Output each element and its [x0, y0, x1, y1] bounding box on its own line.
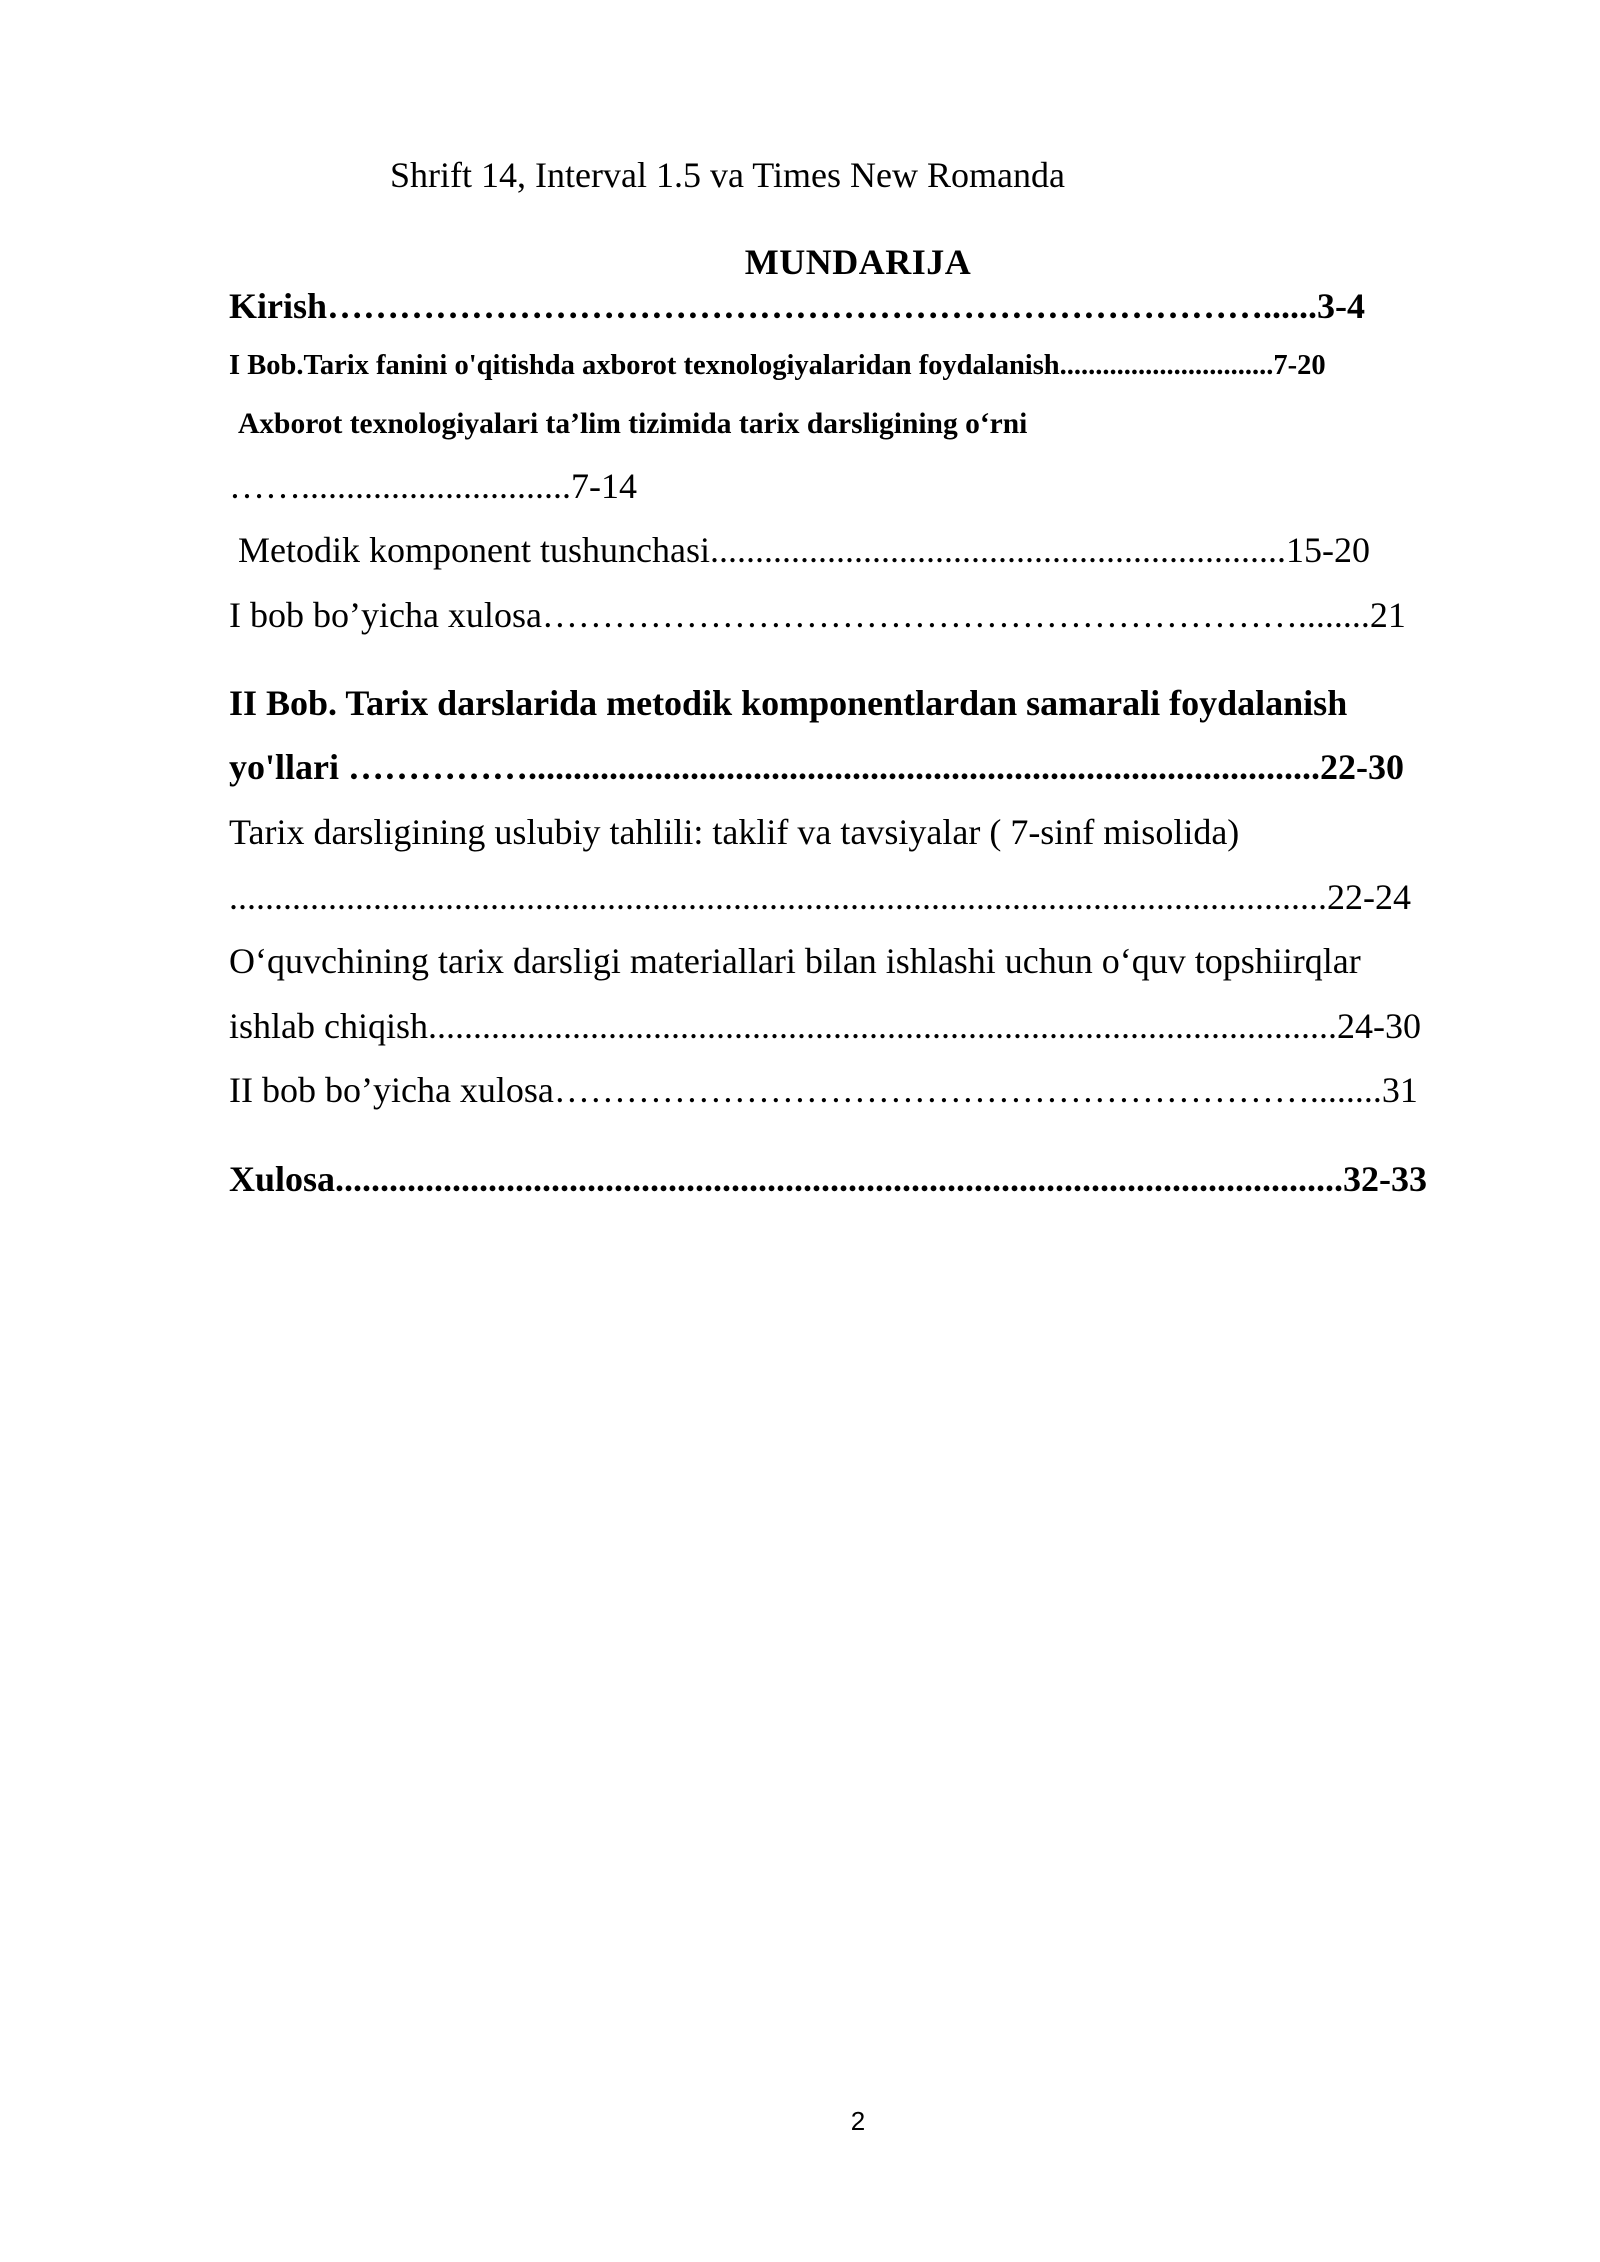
toc-entry-chapter-2-conclusion: II bob bo’yicha xulosa………………………………………………………........31 — [229, 1070, 1418, 1110]
page-title: MUNDARIJA — [744, 242, 972, 282]
toc-entry-section-1-1: Axborot texnologiyalari ta’lim tizimida tarix darsligining o‘rni — [238, 408, 1028, 440]
toc-entry-section-2-1: Tarix darsligining uslubiy tahlili: taklif va tavsiyalar ( 7-sinf misolida) — [229, 812, 1240, 852]
toc-entry-section-2-2: O‘quvchining tarix darsligi materiallari bilan ishlashi uchun o‘quv topshiirqlar — [229, 941, 1361, 981]
toc-entry-section-2-2-cont: ishlab chiqish.....................................................................................................24-30 — [229, 1006, 1421, 1046]
format-note: Shrift 14, Interval 1.5 va Times New Romanda — [390, 155, 1065, 195]
toc-entry-chapter-1: I Bob.Tarix fanini o'qitishda axborot texnologiyalaridan foydalanish..............................7-20 — [229, 350, 1326, 381]
toc-entry-chapter-1-conclusion: I bob bo’yicha xulosa………………………………………………………........21 — [229, 595, 1406, 635]
page-number: 2 — [850, 2106, 866, 2136]
toc-entry-kirish: Kirish……………………………………………………………………......3-4 — [229, 286, 1366, 326]
toc-entry-section-2-1-leader: ..........................................................................................................................22-24 — [229, 877, 1411, 917]
toc-entry-xulosa: Xulosa................................................................................................................32-33 — [229, 1159, 1428, 1199]
toc-entry-chapter-2-cont: yo'llari ……………........................................................................................22-30 — [229, 747, 1404, 787]
toc-entry-section-1-2: Metodik komponent tushunchasi................................................................15-20 — [238, 530, 1370, 570]
toc-entry-chapter-2: II Bob. Tarix darslarida metodik komponentlardan samarali foydalanish — [229, 683, 1348, 723]
toc-entry-section-1-1-leader: ……..............................7-14 — [229, 466, 637, 506]
